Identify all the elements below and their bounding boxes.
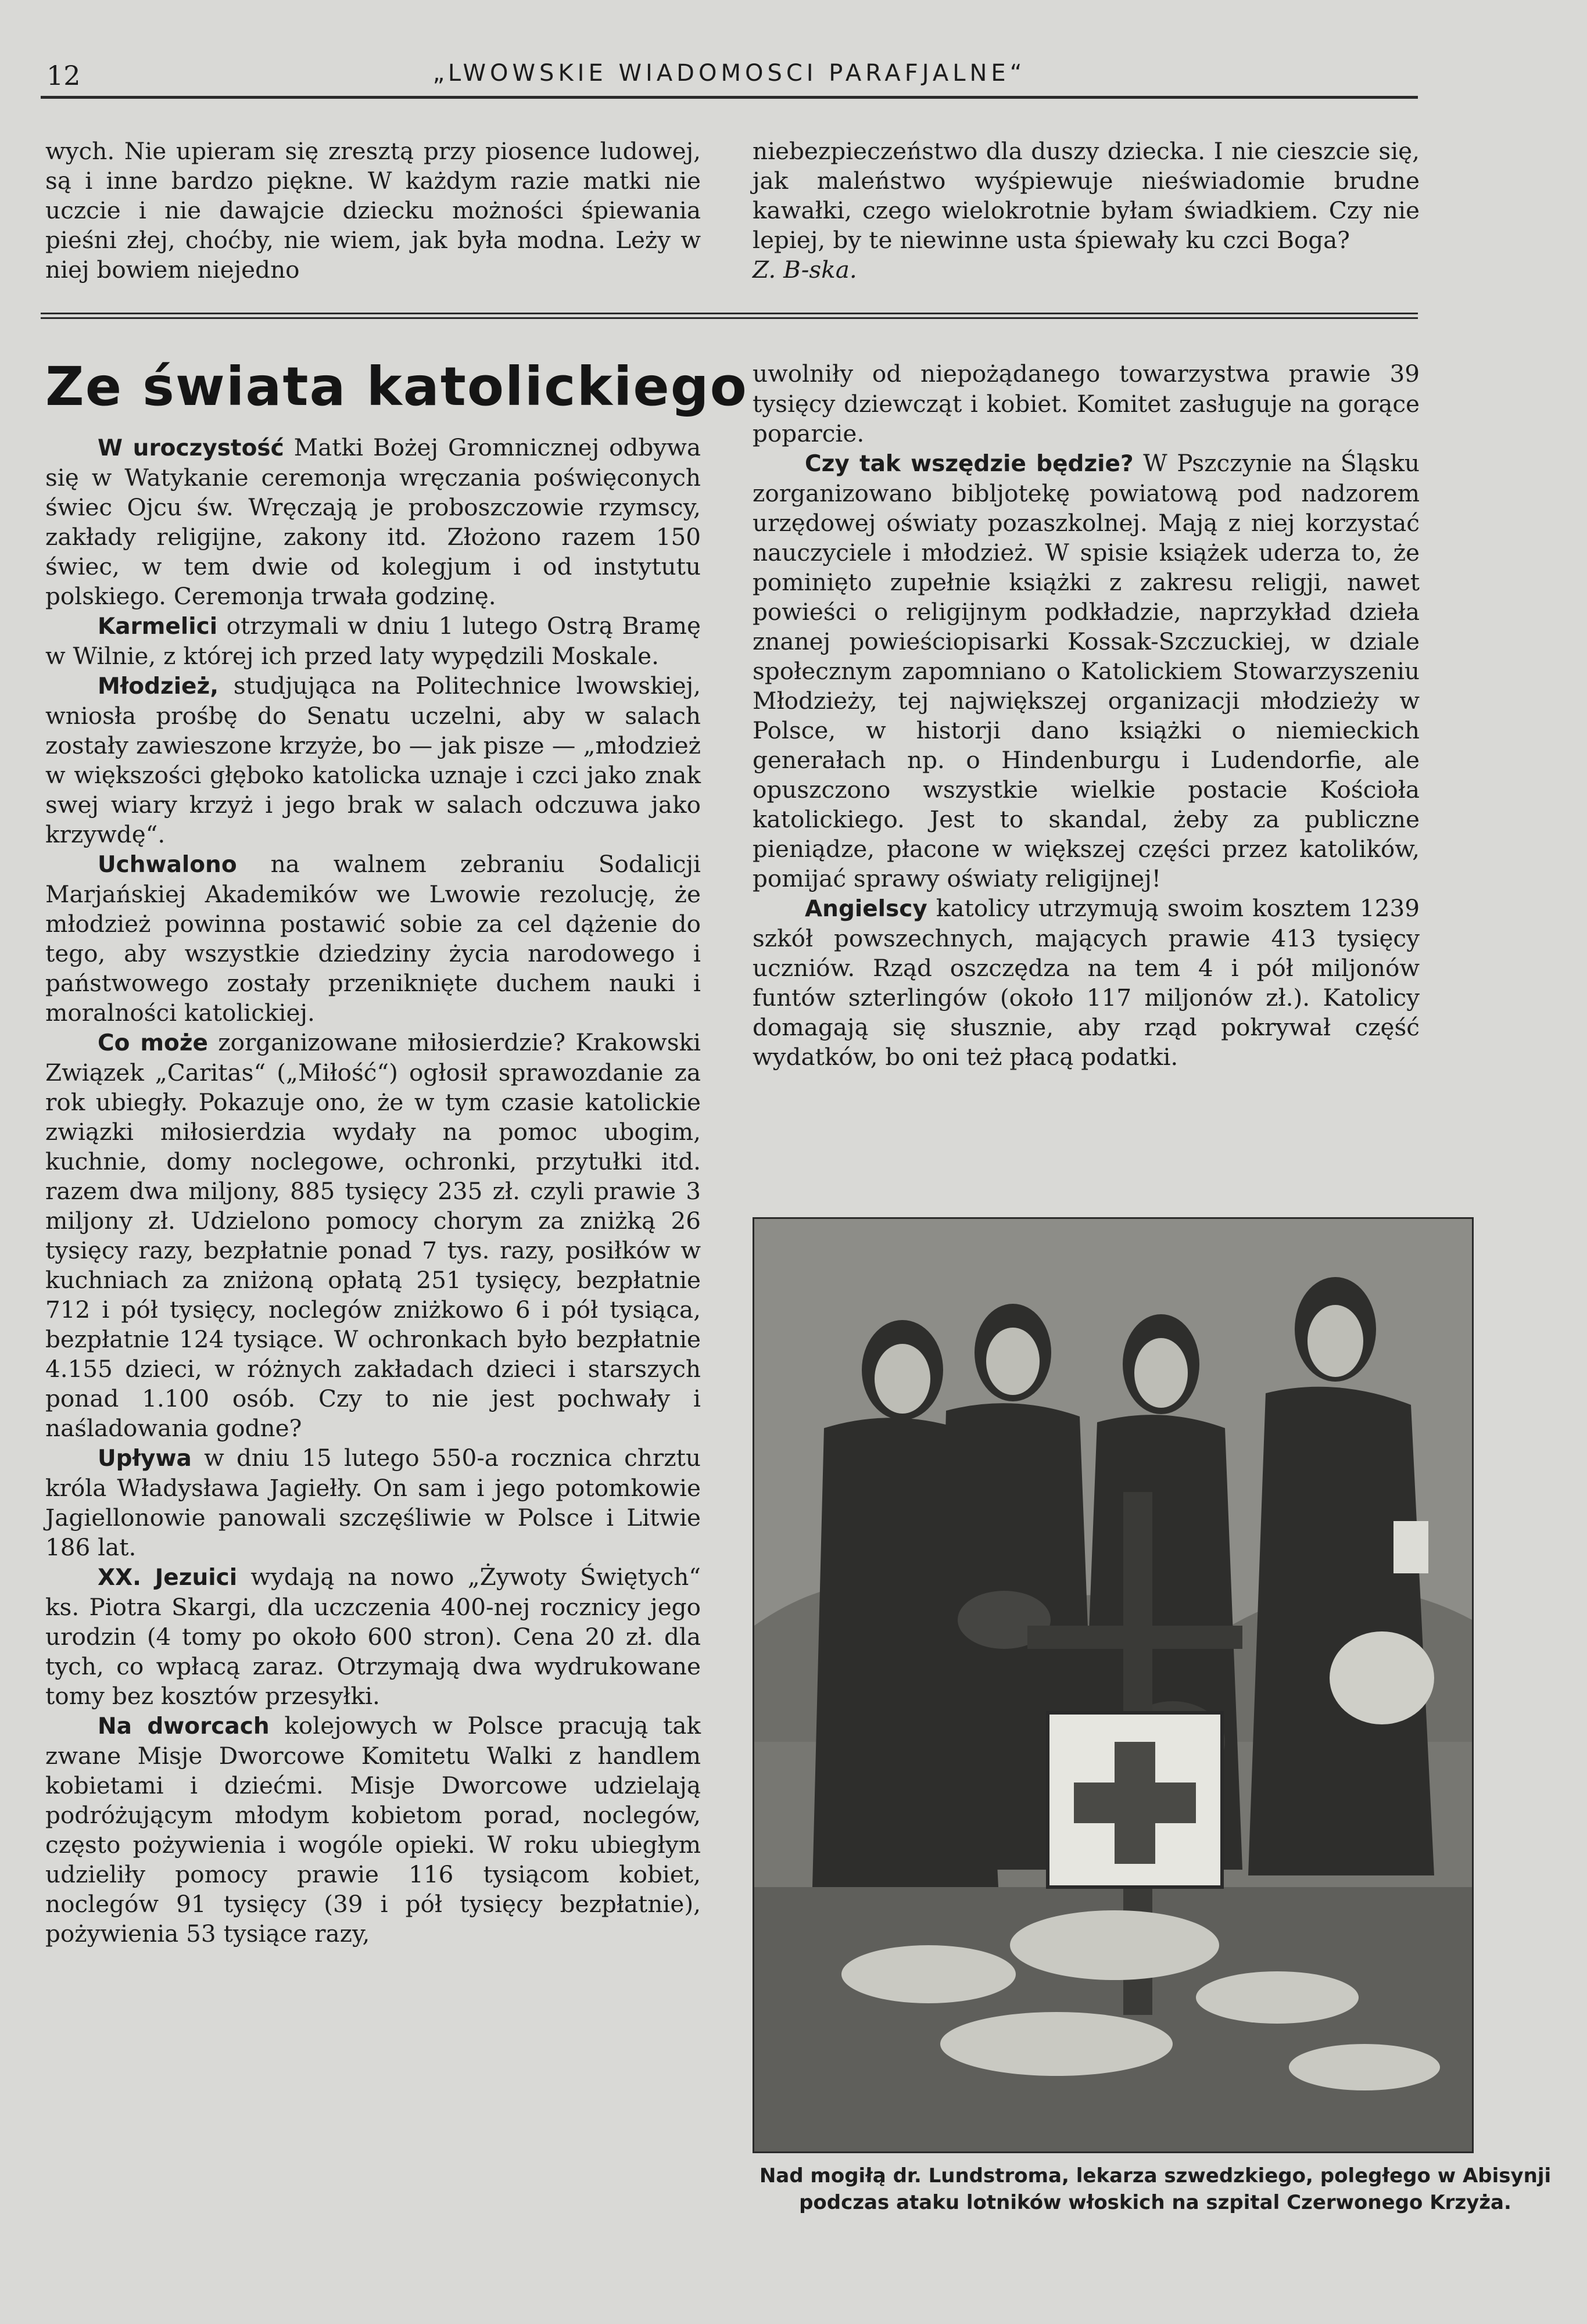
page-header — [41, 55, 1418, 99]
left-article-paragraph — [45, 1562, 701, 1711]
paragraph-text: na walnem zebraniu Sodalicji Marjańskiej Akademików we Lwowie rezolucję, że młodzież powinna postawić sobie za cel dążenie do tego, aby wszystkie dziedziny życia narodowego i państwowego zostały przeniknięte duchem nauki i moralności katolickiej. — [45, 850, 701, 1027]
paragraph-text: zorganizowane miłosierdzie? Krakowski Związek „Caritas“ („Miłość“) ogłosił sprawozdanie za rok ubiegły. Pokazuje ono, że w tym czasie katolickie związki miłosierdzia wydały na pomoc ubogim, kuchnie, domy noclegowe, ochronki, przytułki itd. razem dwa miljony, 885 tysięcy 235 zł. czyli prawie 3 miljony zł. Udzielono pomocy chorym za zniżką 26 tysięcy razy, bezpłatnie ponad 7 tys. razy, posiłków w kuchniach za zniżoną opłatą 251 tysięcy, bezpłatnie 712 i pół tysięcy, noclegów zniżkowo 6 i pół tysiąca, bezpłatnie 124 tysiące. W ochronkach było bezpłatnie 4.155 dzieci, w różnych zakładach dzieci i starszych ponad 1.100 osób. Czy to nie jest pochwały i naśladowania godne? — [45, 1028, 701, 1442]
paragraph-text: w dniu 15 lutego 550-a rocznica chrztu króla Władysława Jagiełły. On sam i jego potomkowie Jagiellonowie panowali szczęśliwie w Polsce i Litwie 186 lat. — [45, 1444, 701, 1561]
paragraph-text: W Pszczynie na Śląsku zorganizowano bibljotekę powiatową pod nadzorem urzędowej oświaty pozaszkolnej. Mają z niej korzystać nauczyciele i młodzież. W spisie książek uderza to, że pominięto zupełnie książki z zakresu religji, nawet powieści o religijnym podkładzie, naprzykład dzieła znanej powieściopisarki Kossak-Szczuckiej, w dziale społecznym zapomniano o Katolickiem Stowarzyszeniu Młodzieży, tej największej organizacji młodzieży w Polsce, w historji dano książki o niemieckich generałach np. o Hindenburgu i Ludendorfie, ale opuszczono wszystkie wielkie postacie Kościoła katolickiego. Jest to skandal, żeby za publiczne pieniądze, płacone w większej części przez katolików, pomijać sprawy oświaty religijnej! — [753, 449, 1420, 892]
paragraph-text: Matki Bożej Gromnicznej odbywa się w Watykanie ceremonja wręczania poświęconych świec Ojcu św. Wręczają je proboszczowie rzymscy, zakłady religijne, zakony itd. Złożono razem 150 świec, w tem dwie od kolegjum i od instytutu polskiego. Ceremonja trwała godzinę. — [45, 433, 701, 610]
paragraph-text: wydają na nowo „Żywoty Świętych“ ks. Piotra Skargi, dla uczczenia 400-nej rocznicy jego urodzin (4 tomy po około 600 stron). Cena 20 zł. dla tych, co wpłacą zaraz. Otrzymają dwa wydrukowane tomy bez kosztów przesyłki. — [45, 1563, 701, 1710]
news-photo — [753, 1217, 1474, 2153]
paragraph-lead: Uchwalono — [98, 852, 237, 878]
right-article-paragraph — [753, 449, 1420, 894]
page-number: 12 — [46, 60, 81, 91]
section-title: Ze świata katolickiego — [45, 356, 748, 418]
paragraph-lead: Upływa — [98, 1446, 192, 1472]
paragraph-lead: Czy tak wszędzie będzie? — [805, 451, 1134, 477]
top-right-text — [753, 137, 1420, 285]
right-article-paragraph — [753, 894, 1420, 1072]
author-signature: Z. B-ska. — [753, 256, 857, 284]
left-article-paragraph — [45, 1443, 701, 1562]
paragraph-text: katolicy utrzymują swoim kosztem 1239 szkół powszechnych, mających prawie 413 tysięcy uczniów. Rząd oszczędza na tem 4 i pół miljonów funtów szterlingów (około 117 miljonów zł.). Katolicy domagają się słusznie, aby rząd pokrywał część wydatków, bo oni też płacą podatki. — [753, 894, 1420, 1071]
paragraph-lead: Na dworcach — [98, 1713, 270, 1740]
section-divider — [41, 313, 1418, 319]
photo-caption — [737, 2162, 1574, 2216]
top-right-paragraph: niebezpieczeństwo dla duszy dziecka. I nie cieszcie się, jak maleństwo wyśpiewuje nieświadomie brudne kawałki, czego wielokrotnie byłam świadkiem. Czy nie lepiej, by te niewinne usta śpiewały ku czci Boga? — [753, 137, 1420, 254]
left-article-column — [45, 433, 701, 1949]
left-article-paragraph — [45, 1711, 701, 1949]
top-left-text: wych. Nie upieram się zresztą przy piosence ludowej, są i inne bardzo piękne. W każdym razie matki nie uczcie i nie dawajcie dziecku możności śpiewania pieśni złej, choćby, nie wiem, jak była modna. Leży w niej bowiem niejedno — [45, 137, 701, 284]
right-article-paragraph — [753, 359, 1420, 449]
left-article-paragraph — [45, 611, 701, 671]
paragraph-lead: W uroczystość — [98, 435, 284, 461]
left-article-paragraph — [45, 849, 701, 1028]
top-right-column — [753, 137, 1420, 285]
left-article-paragraph — [45, 433, 701, 611]
paragraph-text: studjująca na Politechnice lwowskiej, wniosła prośbę do Senatu uczelni, aby w salach zostały zawieszone krzyże, bo — jak pisze — „młodzież w większości głęboko katolicka uznaje i czci jako znak swej wiary krzyż i jego brak w salach odczuwa jako krzywdę“. — [45, 672, 701, 848]
paragraph-text: kolejowych w Polsce pracują tak zwane Misje Dworcowe Komitetu Walki z handlem kobietami i dziećmi. Misje Dworcowe udzielają podróżującym młodym kobietom porad, noclegów, często pożywienia i wogóle opieki. W roku ubiegłym udzieliły pomocy prawie 116 tysiącom kobiet, noclegów 91 tysięcy (39 i pół tysięcy bezpłatnie), pożywienia 53 tysiące razy, — [45, 1712, 701, 1948]
newspaper-title: „LWOWSKIE WIADOMOSCI PARAFJALNE“ — [432, 60, 1026, 87]
left-article-paragraph — [45, 671, 701, 849]
right-article-column — [753, 359, 1420, 1072]
paragraph-lead: XX. Jezuici — [98, 1565, 238, 1591]
paragraph-lead: Karmelici — [98, 614, 218, 640]
paragraph-text: otrzymali w dniu 1 lutego Ostrą Bramę w Wilnie, z której ich przed laty wypędzili Moskale. — [45, 612, 701, 670]
top-left-column — [45, 137, 701, 285]
photo-illustration — [754, 1219, 1472, 2151]
paragraph-text: uwolniły od niepożądanego towarzystwa prawie 39 tysięcy dziewcząt i kobiet. Komitet zasługuje na gorące poparcie. — [753, 360, 1420, 447]
paragraph-lead: Co może — [98, 1030, 208, 1056]
left-article-paragraph — [45, 1028, 701, 1443]
paragraph-lead: Angielscy — [805, 896, 927, 922]
paragraph-lead: Młodzież, — [98, 673, 219, 700]
photo-caption-line-2: podczas ataku lotników włoskich na szpital Czerwonego Krzyża. — [799, 2191, 1511, 2214]
photo-caption-line-1: Nad mogiłą dr. Lundstroma, lekarza szwedzkiego, poległego w Abisynji — [759, 2164, 1552, 2187]
